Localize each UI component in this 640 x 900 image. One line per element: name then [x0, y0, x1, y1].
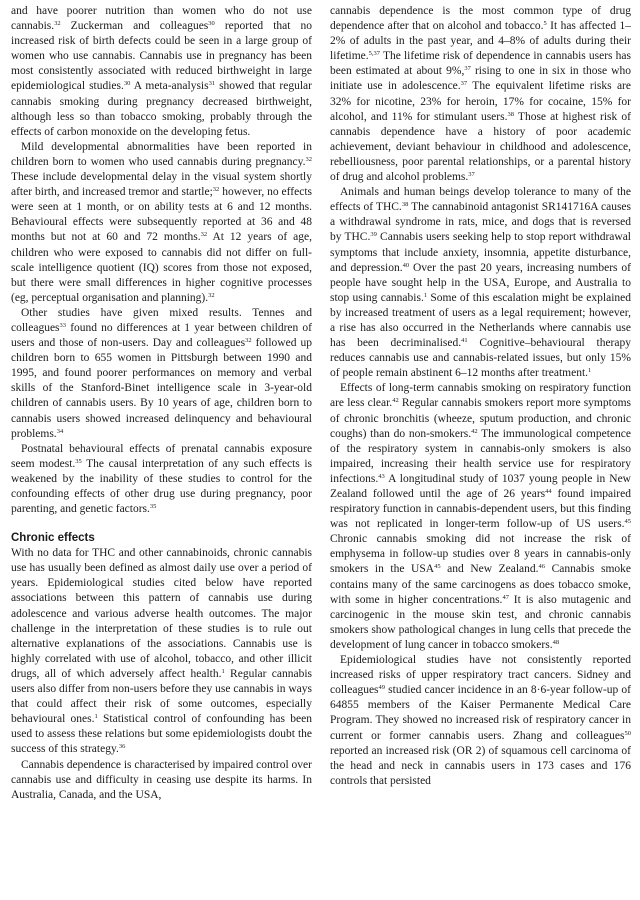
citation-ref: 41 [461, 337, 468, 345]
citation-ref: 38 [401, 201, 409, 209]
citation-ref: 5,37 [368, 50, 381, 58]
citation-ref: 1 [221, 667, 225, 675]
text-segment: Postnatal behavioural effects of prenatal cannabis exposure seem modest. [11, 442, 312, 470]
citation-ref: 49 [378, 684, 386, 692]
citation-ref: 33 [59, 321, 67, 329]
citation-ref: 37 [464, 65, 471, 73]
paragraph-p10 [330, 653, 631, 789]
text-segment: The immunological competence of the respiratory system in cannabis-only smokers is also impaired, increasing their health service use for respiratory infections. [330, 427, 631, 485]
text-segment: A meta-analysis [130, 80, 209, 93]
citation-ref: 42 [471, 427, 478, 435]
paragraph-p6 [11, 758, 312, 803]
citation-ref: 43 [378, 472, 385, 480]
citation-ref: 31 [208, 80, 216, 88]
citation-ref: 47 [502, 593, 509, 601]
text-segment: however, no effects were seen at 1 month, or on ability tests at 6 and 12 months. Behavioural effects were subsequently reported at 36 and 48 months but not at 60 and 72 months. [11, 186, 312, 244]
left-paragraphs-after [11, 546, 312, 803]
text-segment: The equivalent lifetime risks are 32% for nicotine, 23% for heroin, 17% for cocaine, 15% for alcohol, and 11% for stimulant users. [330, 80, 631, 123]
text-segment: Regular cannabis smokers report more symptoms of chronic bronchitis (wheeze, sputum production, and chronic coughs) than do non-smokers. [330, 397, 631, 440]
text-segment: Effects of long-term cannabis smoking on respiratory function are less clear. [330, 382, 631, 410]
citation-ref: 40 [402, 261, 410, 269]
citation-ref: 32 [208, 291, 215, 299]
paragraph-p2 [11, 140, 312, 306]
citation-ref: 30 [123, 80, 131, 88]
citation-ref: 35 [149, 503, 157, 511]
paragraph-p5 [11, 546, 312, 757]
text-segment: The cannabinoid antagonist SR141716A causes a withdrawal syndrome in rats, mice, and dogs that is reversed by THC. [330, 201, 631, 244]
citation-ref: 32 [245, 337, 252, 345]
paragraph-p1 [11, 4, 312, 140]
text-segment: Over the past 20 years, increasing numbers of people have sought help in the USA, Europe, and Australia to stop using cannabis. [330, 261, 631, 304]
citation-ref: 44 [545, 488, 552, 495]
paragraph-p4 [11, 442, 312, 517]
text-segment: These include developmental delay in the visual system shortly after birth, and increased tremor and startle; [11, 171, 312, 199]
text-segment: The lifetime risk of dependence in cannabis users has been estimated at about 9%, [330, 50, 631, 78]
citation-ref: 39 [370, 231, 377, 239]
text-segment: Some of this escalation might be explained by increased treatment of users as a legal requirement; however, a rise has also occurred in the Netherlands where cannabis use has been decriminalised. [330, 291, 631, 350]
text-segment: followed up children born to 655 women in Pittsburgh between 1990 and 1995, and found poorer performances on memory and verbal skills of the Stanford-Binet intelligence scale in 3-year-old children of cannabis users. By 10 years of age, children born to cannabis users showed increased delinquency and behavioural problems. [11, 337, 312, 440]
text-segment: Mild developmental abnormalities have been reported in children born to women who used cannabis during pregnancy. [11, 140, 312, 168]
text-segment: and New Zealand. [440, 563, 539, 576]
text-segment: Cognitive–behavioural therapy reduces cannabis use and cannabis-related issues, but only 15% of people remain abstinent 6–12 months after treatment. [330, 337, 631, 380]
citation-ref: 37 [460, 80, 468, 88]
text-segment: studied cancer incidence in an 8·6-year follow-up of 64855 members of the Kaiser Permanente Medical Care Program. They showed no increased risk of respiratory cancer in current or former cannabis users. Zhang and colleagues [330, 684, 631, 742]
citation-ref: 32 [200, 231, 208, 239]
text-segment: At 12 years of age, children who were exposed to cannabis did not differ on full-scale intelligence quotient (IQ) scores from those not exposed, but there were small differences in higher cognitive processes (eg, perceptual organisation and planning). [11, 231, 312, 304]
text-segment: It has affected 1–2% of adults in the past year, and 4–8% of adults during their lifetime. [330, 20, 631, 63]
text-segment: Cannabis smoke contains many of the same carcinogens as does tobacco smoke, with some in higher concentrations. [330, 563, 631, 606]
citation-ref: 5 [543, 20, 547, 28]
citation-ref: 36 [118, 743, 126, 751]
text-segment: Cannabis dependence is characterised by impaired control over cannabis use and difficulty in ceasing use despite its harms. In Australia, Canada, and the USA, [11, 758, 312, 801]
citation-ref: 48 [552, 638, 560, 646]
text-segment: Statistical control of confounding has been used to assess these relations but some epidemiologists doubt the success of this strategy. [11, 713, 312, 756]
citation-ref: 1 [94, 713, 98, 721]
citation-ref: 37 [468, 171, 475, 179]
text-segment: Epidemiological studies have not consistently reported increased risks of upper respiratory tract cancers. Sidney and colleagues [330, 654, 631, 697]
paragraph-p3 [11, 306, 312, 442]
left-column [11, 4, 312, 896]
citation-ref: 42 [392, 397, 399, 405]
citation-ref: 46 [538, 563, 546, 571]
citation-ref: 45 [434, 563, 441, 571]
text-segment: Zuckerman and colleagues [60, 20, 209, 33]
text-segment: A longitudinal study of 1037 young people in New Zealand followed until the age of 26 years [330, 472, 631, 500]
text-segment: The causal interpretation of any such effects is weakened by the inability of these studies to control for the confounding effects of other drug use during pregnancy, poor parenting, and genetic factors. [11, 457, 312, 516]
citation-ref: 50 [624, 729, 631, 737]
paragraph-p9 [330, 381, 631, 653]
text-segment: reported an increased risk (OR 2) of squamous cell carcinoma of the head and neck in cannabis users in 173 cases and 176 controls that persisted [330, 744, 631, 787]
text-segment: Regular cannabis users also differ from non-users before they use cannabis in ways that could affect their risk of some outcomes, especially behavioural ones. [11, 667, 312, 726]
citation-ref: 34 [56, 427, 64, 435]
paragraph-p7 [330, 4, 631, 185]
right-paragraphs [330, 4, 631, 789]
citation-ref: 32 [212, 186, 220, 194]
text-segment: Other studies have given mixed results. Tennes and colleagues [11, 306, 312, 334]
text-segment: reported that no increased risk of birth defects could be seen in a large group of women who use cannabis. Cannabis use in pregnancy has been most consistently associated with reduced birthweight in large epidemiological studies. [11, 20, 312, 93]
text-segment: found impaired respiratory function in cannabis-dependent users, but this finding was not replicated in longer-term follow-up of US users. [330, 488, 631, 531]
citation-ref: 38 [507, 110, 514, 118]
citation-ref: 32 [54, 20, 61, 28]
text-segment: With no data for THC and other cannabinoids, chronic cannabis use has usually been defined as almost daily use over a period of years. Epidemiological studies cited below have reported associations between this pattern of cannabis use during adolescence and various adverse health outcomes. The major challenge in the interpretation of these studies is to rule out alternative explanations of the associations. Cannabis use is highly correlated with use of alcohol, tobacco, and other illicit drugs, all of which adversely affect health. [11, 547, 312, 680]
text-segment: and have poorer nutrition than women who do not use cannabis. [11, 5, 312, 33]
left-paragraphs [11, 4, 312, 517]
citation-ref: 32 [305, 155, 312, 163]
citation-ref: 35 [75, 457, 82, 465]
text-segment: Those at highest risk of cannabis dependence have a history of poor academic achievement, deviant behaviour in childhood and adolescence, rebelliousness, poor parental relationships, or a parental history of drug and alcohol problems. [330, 110, 631, 184]
text-segment: rising to one in six in those who initiate use in adolescence. [330, 65, 631, 93]
text-segment: Animals and human beings develop tolerance to many of the effects of THC. [330, 186, 631, 214]
text-segment: Cannabis users seeking help to stop report withdrawal symptoms that include anxiety, insomnia, appetite disturbance, and depression. [330, 231, 631, 274]
citation-ref: 30 [208, 20, 215, 28]
text-segment: found no differences at 1 year between children of users and those of non-users. Day and colleagues [11, 321, 312, 350]
text-segment: Chronic cannabis smoking did not increase the risk of emphysema in follow-up studies over 8 years in cannabis-only smokers in the USA [330, 533, 631, 576]
text-segment: It is also mutagenic and carcinogenic in the mouse skin test, and chronic cannabis smokers show pathological changes in lung cells that precede the development of lung cancer in tobacco smokers. [330, 593, 631, 651]
text-segment: cannabis dependence is the most common type of drug dependence after that on alcohol and tobacco. [330, 5, 631, 33]
right-column [330, 4, 631, 896]
text-segment: showed that regular cannabis smoking during pregnancy decreased birthweight, although less so than tobacco smoking, probably through the effects of carbon monoxide on the developing fetus. [11, 80, 312, 138]
article-page [11, 4, 631, 896]
paragraph-p8 [330, 185, 631, 381]
citation-ref: 1 [588, 367, 592, 375]
citation-ref: 1 [423, 291, 428, 299]
section-heading-chronic-effects: Chronic effects [11, 532, 95, 545]
citation-ref: 45 [624, 518, 631, 526]
